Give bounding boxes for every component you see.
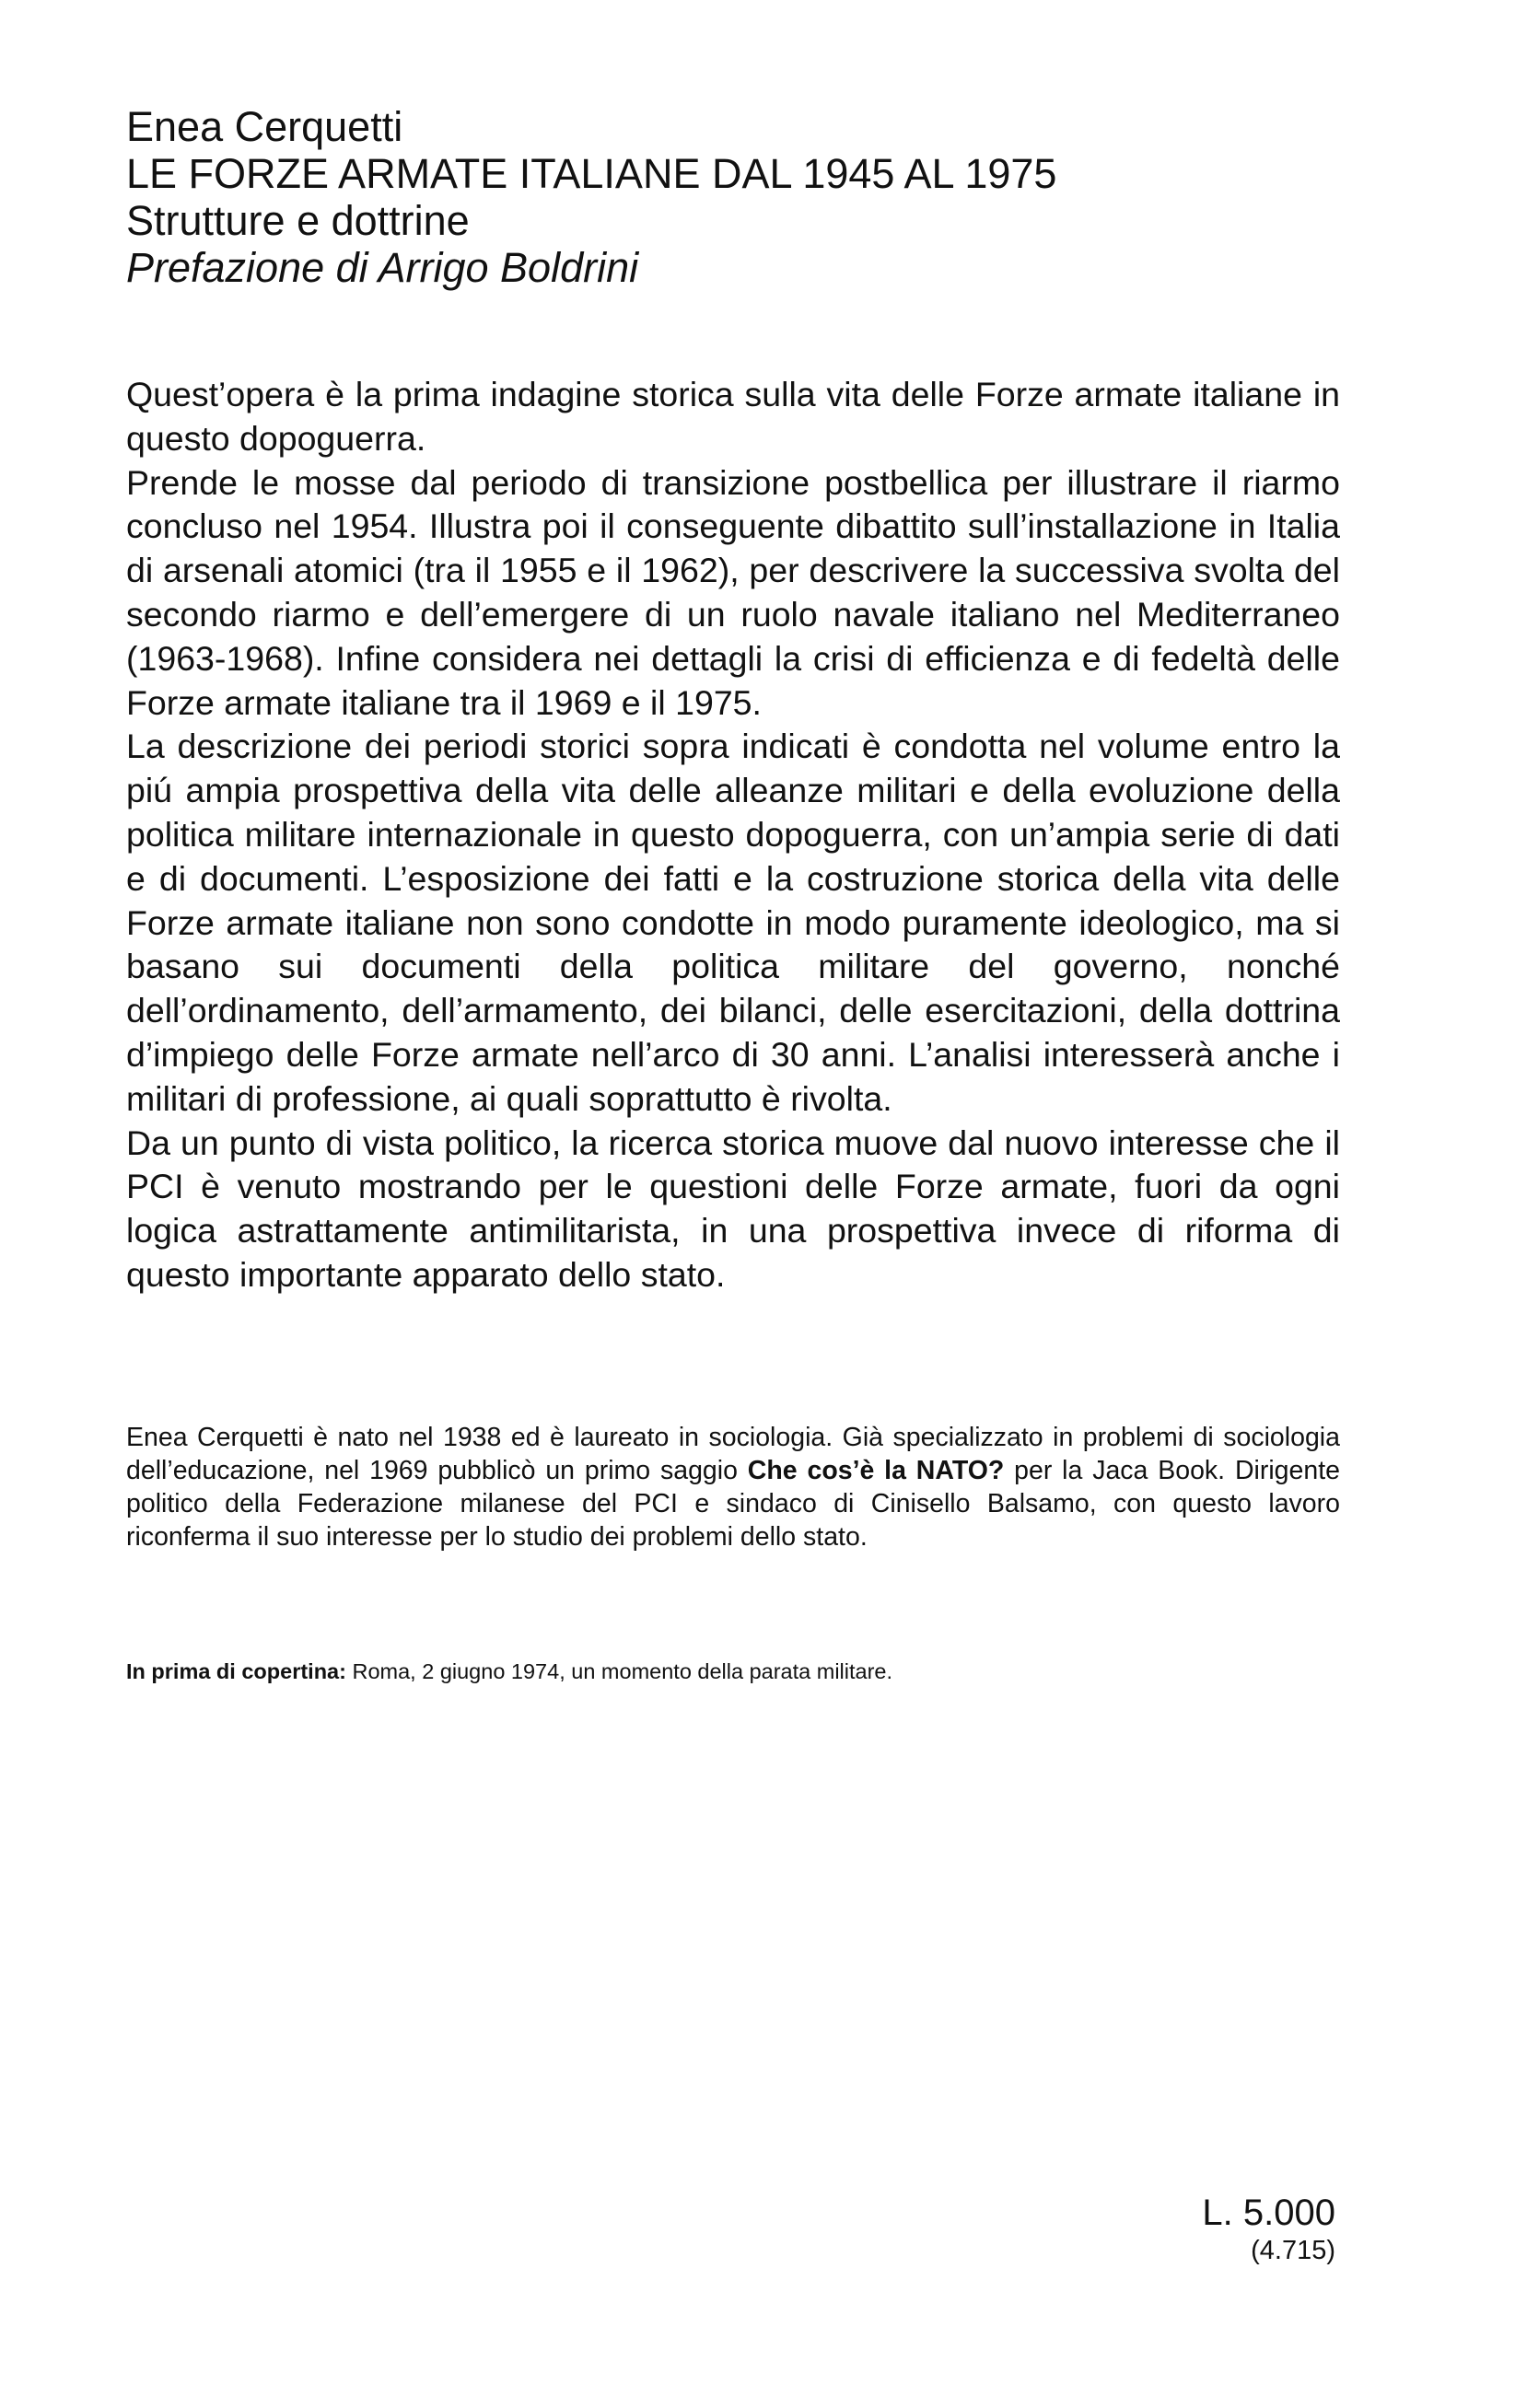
author-bio: [126, 1421, 1340, 1553]
caption-text: Roma, 2 giugno 1974, un momento della parata militare.: [345, 1659, 893, 1683]
bio-text-end: per la Jaca Book. Dirigente politico della Federazione milanese del PCI e sindaco di Cinisello Balsamo, con questo lavoro riconferma il suo interesse per lo studio dei problemi dello stato.: [126, 1456, 1340, 1552]
description-paragraph: La descrizione dei periodi storici sopra indicati è condotta nel volume entro la piú ampia prospettiva della vita delle alleanze militari e della evoluzione della politica militare internazionale in questo dopoguerra, con un’ampia serie di dati e di documenti. L’esposizione dei fatti e la costruzione storica della vita delle Forze armate italiane non sono condotte in modo puramente ideologico, ma si basano sui documenti della politica militare del governo, nonché dell’ordinamento, dell’armamento, dei bilanci, delle esercitazioni, della dottrina d’impiego delle Forze armate nell’arco di 30 anni. L’analisi interesserà anche i militari di professione, ai quali soprattutto è rivolta.: [126, 727, 1340, 1118]
author-bio-paragraph: [126, 1421, 1340, 1553]
book-header: [126, 103, 1323, 291]
caption-label: In prima di copertina:: [126, 1659, 346, 1683]
price-main: L. 5.000: [1202, 2193, 1335, 2233]
preface-credit: Prefazione di Arrigo Boldrini: [126, 244, 639, 291]
price-sub: (4.715): [1251, 2236, 1335, 2265]
description-paragraph: Quest’opera è la prima indagine storica sulla vita delle Forze armate italiane in questo dopoguerra.: [126, 375, 1340, 458]
description-paragraph: Prende le mosse dal periodo di transizione postbellica per illustrare il riarmo concluso nel 1954. Illustra poi il conseguente dibattito sull’installazione in Italia di arsenali atomici (tra il 1955 e il 1962), per descrivere la successiva svolta del secondo riarmo e dell’emergere di un ruolo navale italiano nel Mediterraneo (1963-1968). Infine considera nei dettagli la crisi di efficienza e di fedeltà delle Forze armate italiane tra il 1969 e il 1975.: [126, 462, 1340, 722]
bio-text-start: Enea Cerquetti è nato nel 1938 ed è laureato in sociologia. Già specializzato in problemi di sociologia dell’educazione, nel 1969 pubblicò un primo saggio: [126, 1423, 1340, 1485]
price-block: [1160, 2192, 1335, 2267]
book-title: LE FORZE ARMATE ITALIANE DAL 1945 AL 1975: [126, 150, 1057, 197]
author-name: Enea Cerquetti: [126, 103, 403, 150]
book-subtitle: Strutture e dottrine: [126, 197, 470, 244]
description-paragraph: Da un punto di vista politico, la ricerca storica muove dal nuovo interesse che il PCI è venuto mostrando per le questioni delle Forze armate, fuori da ogni logica astrattamente antimilitarista, in una prospettiva invece di riforma di questo importante apparato dello stato.: [126, 1123, 1340, 1294]
book-description: [126, 373, 1340, 1297]
cover-caption: [126, 1658, 1340, 1685]
bio-book-title: Che cos’è la NATO?: [747, 1456, 1005, 1485]
